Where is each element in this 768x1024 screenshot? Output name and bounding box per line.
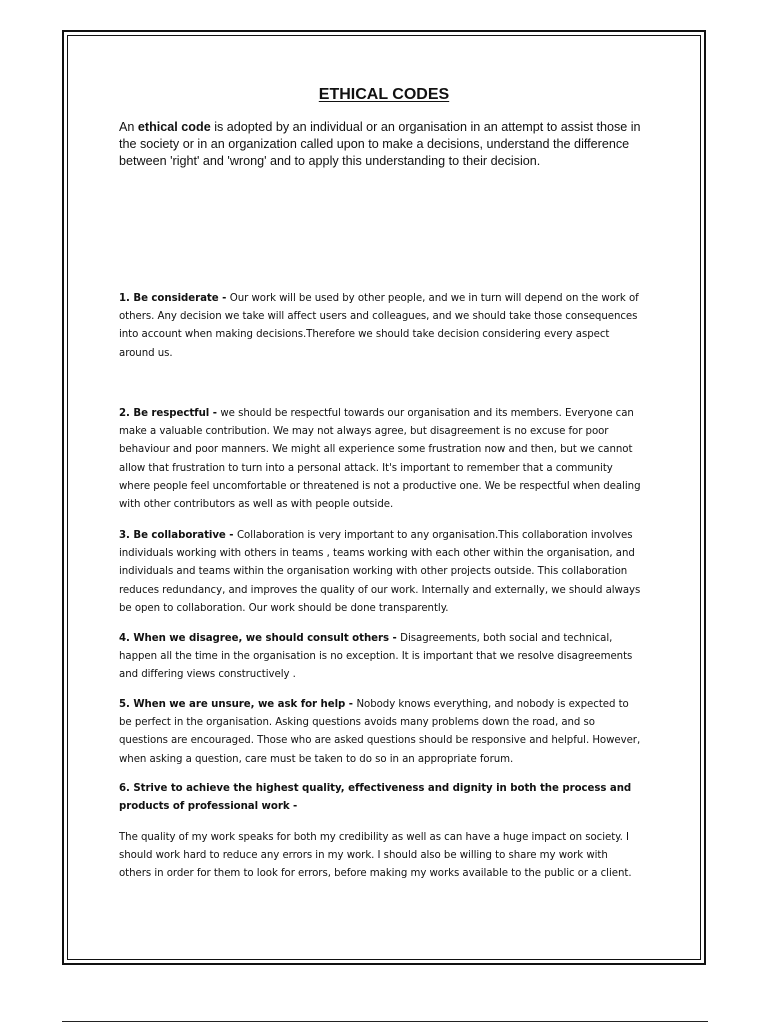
section-quality-text: The quality of my work speaks for both my credibility as well as can have a huge impact on society. I should work hard to reduce any errors in my work. I should also be willing to share my work with others in order for them to look for errors, before making my works available to the public or a client. <box>119 832 632 880</box>
intro-text-start: An <box>119 120 138 134</box>
document-title: ETHICAL CODES <box>318 86 450 103</box>
section-text: Collaboration is very important to any organisation.This collaboration involves individuals working with others in teams , teams working with each other within the organisation, and individuals and teams within the organisation working with other projects outside. This collaboration reduces redundancy, and improves the quality of our work. Internally and externally, we should always be open to collaboration. Our work should be done transparently. <box>119 530 641 614</box>
intro-text-rest: is adopted by an individual or an organisation in an attempt to assist those in the society or in an organization called upon to make a decisions, understand the difference between 'right' and 'wrong' and to apply this understanding to their decision. <box>119 120 641 168</box>
section-heading: 6. Strive to achieve the highest quality, effectiveness and dignity in both the process and products of professional work - <box>119 783 632 813</box>
section-collaborative <box>119 527 641 618</box>
footer-divider <box>62 1021 708 1022</box>
section-unsure <box>119 696 641 769</box>
section-heading: 3. Be collaborative - <box>119 530 237 541</box>
section-heading: 2. Be respectful - <box>119 408 221 419</box>
intro-bold-term: ethical code <box>137 120 211 134</box>
section-text: Nobody knows everything, and nobody is expected to be perfect in the organisation. Asking questions avoids many problems down the road, and so questions are encouraged. Those who are asked questions should be responsive and helpful. However, when asking a question, care must be taken to do so in an appropriate forum. <box>119 699 641 765</box>
section-text: Disagreements, both social and technical, happen all the time in the organisation is no exception. It is important that we resolve disagreements and differing views constructively . <box>119 633 633 681</box>
intro-paragraph <box>119 119 659 170</box>
section-disagree <box>119 630 641 685</box>
section-text: Our work will be used by other people, and we in turn will depend on the work of others. Any decision we take will affect users and colleagues, and we should take those consequences into account when making decisions.Therefore we should take decision considering every aspect around us. <box>119 293 639 359</box>
section-heading: 1. Be considerate - <box>119 293 230 304</box>
section-respectful <box>119 405 641 514</box>
section-heading: 5. When we are unsure, we ask for help - <box>119 699 357 710</box>
section-quality-heading <box>119 780 641 816</box>
section-heading: 4. When we disagree, we should consult others - <box>119 633 401 644</box>
section-considerate <box>119 290 641 363</box>
section-text: we should be respectful towards our organisation and its members. Everyone can make a valuable contribution. We may not always agree, but disagreement is no excuse for poor behaviour and poor manners. We might all experience some frustration now and then, but we cannot allow that frustration to turn into a personal attack. It's important to remember that a community where people feel uncomfortable or threatened is not a productive one. We be respectful when dealing with other contributors as well as with people outside. <box>119 408 641 511</box>
